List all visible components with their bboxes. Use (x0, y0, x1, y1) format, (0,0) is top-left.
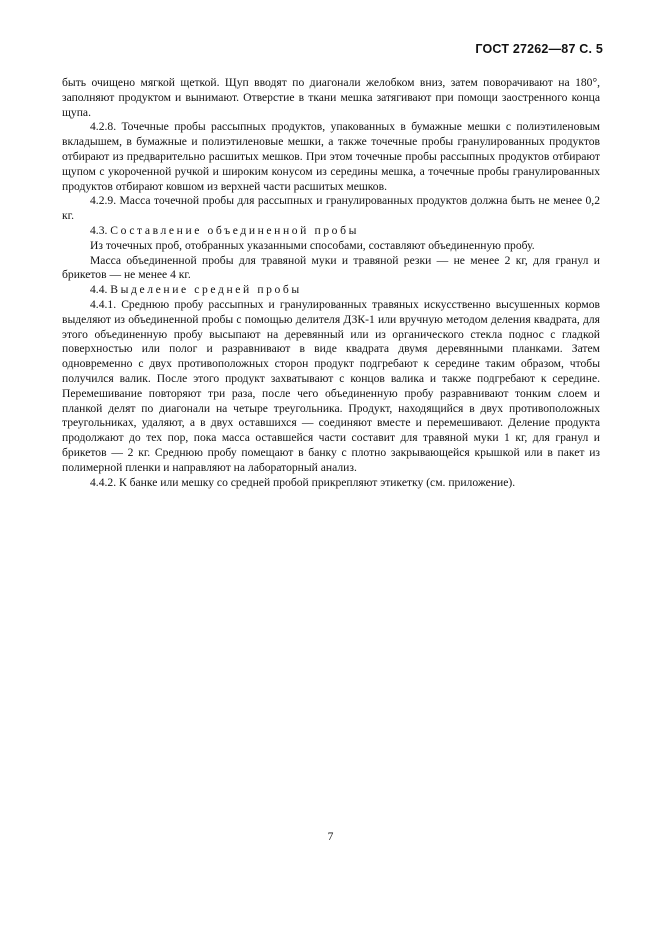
paragraph-4-2-8: 4.2.8. Точечные пробы рассыпных продуктов, упакованных в бумажные мешки с полиэтиленовым вкладышем, в бумажные и полиэтиленовые мешки, а также точечные пробы гранулированных продуктов отбирают из предварительно расшитых мешков. При этом точечные пробы рассыпных продуктов отбирают щупом с укороченной ручкой и широким конусом из середины мешка, а точечные пробы гранулированных продуктов отбирают ковшом из верхней части расшитых мешков. (62, 120, 600, 193)
paragraph-4-4-2: 4.4.2. К банке или мешку со средней пробой прикрепляют этикетку (см. приложение). (90, 475, 516, 489)
page-number: 7 (327, 831, 334, 843)
paragraph-4-4-1: 4.4.1. Среднюю пробу рассыпных и гранулированных травяных искусственно высушенных кормов выделяют из объединенной пробы с помощью делителя ДЗК-1 или вручную методом деления квадрата, для этого объединенную пробу высыпают на деревянный или из органического стекла поднос с гладкой поверхностью или полог и разравнивают в виде квадрата двумя деревянными планками. Затем одновременно с двух противоположных сторон продукт подгребают к середине таким образом, чтобы получился валик. После этого продукт захватывают с концов валика и также подгребают к середине. Перемешивание повторяют три раза, после чего объединенную пробу разравнивают тонким слоем и планкой делят по диагонали на четыре треугольника. Продукт, находящийся в двух противоположных треугольниках, удаляют, а в двух оставшихся — соединяют вместе и перемешивают. Деление продукта продолжают до тех пор, пока масса оставшейся части составит для травяной муки 1 кг, для гранул и брикетов — 2 кг. Среднюю пробу помещают в банку с плотно закрывающейся крышкой или в пакет из полимерной пленки и направляют на лабораторный анализ. (62, 297, 600, 474)
section-title: Составление объединенной пробы (110, 223, 359, 237)
section-number: 4.4. (90, 283, 108, 297)
document-body (62, 76, 600, 490)
section-heading-4-4 (62, 283, 600, 298)
section-number: 4.3. (90, 223, 108, 237)
section-heading-4-3 (62, 224, 600, 239)
paragraph-4-2-9: 4.2.9. Масса точечной пробы для рассыпных и гранулированных продуктов должна быть не менее 0,2 кг. (62, 194, 600, 223)
paragraph-continuation: быть очищено мягкой щеткой. Щуп вводят по диагонали желобком вниз, затем поворачивают на 180°, заполняют продуктом и вынимают. Отверстие в ткани мешка затягивают при помощи заостренного конца щупа. (62, 76, 600, 119)
page-header: ГОСТ 27262—87 С. 5 (475, 42, 603, 56)
section-title: Выделение средней пробы (110, 283, 302, 297)
paragraph-combined-mass: Масса объединенной пробы для травяной муки и травяной резки — не менее 2 кг, для гранул и брикетов — не менее 4 кг. (62, 253, 600, 282)
paragraph-combined-sample: Из точечных проб, отобранных указанными способами, составляют объединенную пробу. (90, 238, 535, 252)
